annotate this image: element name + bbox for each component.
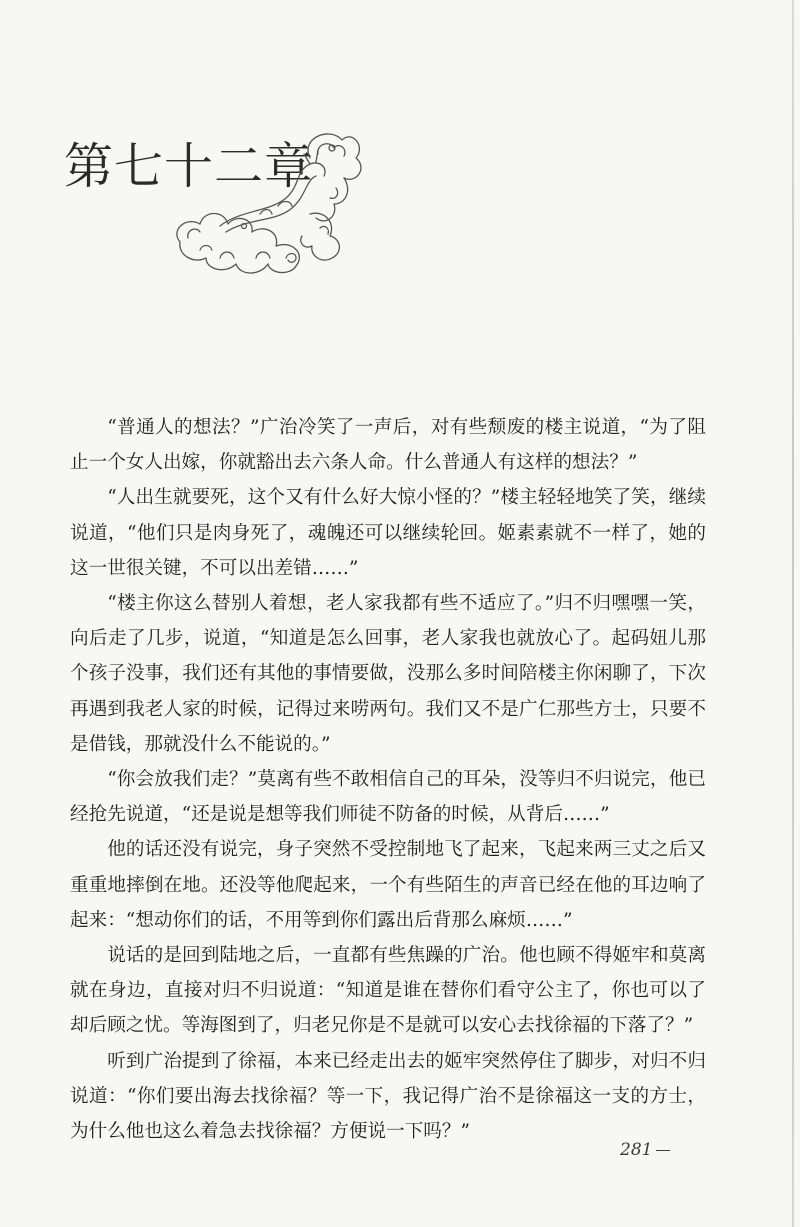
chapter-title: 第七十二章	[64, 138, 315, 195]
paragraph-5: 他的话还没有说完，身子突然不受控制地飞了起来，飞起来两三丈之后又重重地摔倒在地。还没等他爬起来，一个有些陌生的声音已经在他的耳边响了起来：“想动你们的话，不用等到你们露出后背那么麻烦……”	[70, 839, 706, 931]
cloud-dragon-ornament-icon	[160, 118, 370, 283]
chapter-body	[70, 410, 706, 1149]
page-number	[620, 1140, 670, 1160]
paragraph-3: “楼主你这么替别人着想，老人家我都有些不适应了。”归不归嘿嘿一笑，向后走了几步，说道，“知道是怎么回事，老人家我也就放心了。起码妞儿那个孩子没事，我们还有其他的事情要做，没那么多时间陪楼主你闲聊了，下次再遇到我老人家的时候，记得过来唠两句。我们又不是广仁那些方士，只要不是借钱，那就没什么不能说的。”	[70, 593, 706, 755]
page-edge-shadow	[792, 0, 794, 1227]
paragraph-7: 听到广治提到了徐福，本来已经走出去的姬牢突然停住了脚步，对归不归说道：“你们要出海去找徐福？等一下，我记得广治不是徐福这一支的方士，为什么他也这么着急去找徐福？方便说一下吗？”	[70, 1050, 706, 1143]
paragraph-1: “普通人的想法？”广治冷笑了一声后，对有些颓废的楼主说道，“为了阻止一个女人出嫁，你就豁出去六条人命。什么普通人有这样的想法？”	[70, 417, 706, 474]
page-number-value: 281	[620, 1140, 653, 1160]
paragraph-4: “你会放我们走？”莫离有些不敢相信自己的耳朵，没等归不归说完，他已经抢先说道，“还是说是想等我们师徒不防备的时候，从背后……”	[70, 769, 706, 826]
paragraph-2: “人出生就要死，这个又有什么好大惊小怪的？”楼主轻轻地笑了笑，继续说道，“他们只是肉身死了，魂魄还可以继续轮回。姬素素就不一样了，她的这一世很关键，不可以出差错……”	[70, 487, 706, 579]
page-number-dash	[656, 1150, 670, 1151]
paragraph-6: 说话的是回到陆地之后，一直都有些焦躁的广治。他也顾不得姬牢和莫离就在身边，直接对归不归说道：“知道是谁在替你们看守公主了，你也可以了却后顾之忧。等海图到了，归老兄你是不是就可以安心去找徐福的下落了？”	[70, 945, 706, 1037]
